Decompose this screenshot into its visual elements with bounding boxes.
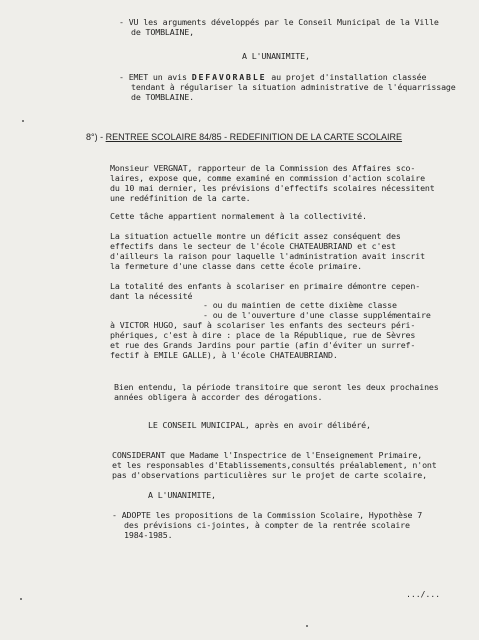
text-fragment: - EMET un avis (119, 72, 192, 82)
text-line: A L'UNANIMITE, (148, 490, 216, 500)
text-line: de TOMBLAINE, (131, 27, 194, 37)
text-line: des prévisions ci-jointes, à compter de la rentrée scolaire (124, 520, 410, 530)
scan-speck (306, 625, 308, 627)
text-line: laires, expose que, comme examiné en commission d'action scolaire (110, 173, 425, 183)
section-number: 8°) - (86, 132, 106, 142)
text-line: et rue des Grands Jardins pour partie (afin d'éviter un surref- (110, 340, 416, 350)
text-line: - ADOPTE les propositions de la Commission Scolaire, Hypothèse 7 (112, 510, 423, 520)
text-line: La situation actuelle montre un déficit assez conséquent des (110, 231, 401, 241)
continuation-mark: .../... (406, 589, 440, 599)
emphasized-word: DEFAVORABLE (191, 72, 267, 82)
text-line: La totalité des enfants à scolariser en primaire démontre cepen- (110, 281, 421, 291)
text-line: dant la nécessité (110, 291, 193, 301)
text-line: la fermeture d'une classe dans cette école primaire. (110, 261, 362, 271)
text-line: tendant à régulariser la situation administrative de l'équarrissage (131, 82, 456, 92)
text-line: LE CONSEIL MUNICIPAL, après en avoir délibéré, (148, 420, 371, 430)
text-line: une redéfinition de la carte. (110, 193, 251, 203)
text-fragment: au projet d'installation classée (266, 72, 427, 82)
text-line: de TOMBLAINE. (131, 92, 194, 102)
text-line: 1984-1985. (124, 530, 173, 540)
scan-speck (20, 598, 22, 600)
text-line (119, 72, 426, 83)
list-item: - ou de l'ouverture d'une classe supplémentaire (203, 310, 431, 320)
text-line: Bien entendu, la période transitoire que seront les deux prochaines (114, 382, 439, 392)
scan-speck (22, 120, 24, 122)
text-line: A L'UNANIMITE, (242, 51, 310, 61)
text-line: Cette tâche appartient normalement à la collectivité. (110, 211, 367, 221)
text-line: pas d'observations particulières sur le projet de carte scolaire, (112, 470, 427, 480)
text-line: à VICTOR HUGO, sauf à scolariser les enfants des secteurs péri- (110, 320, 416, 330)
section-heading (86, 132, 402, 143)
text-line: phériques, c'est à dire : place de la République, rue de Sèvres (110, 330, 416, 340)
text-line: Monsieur VERGNAT, rapporteur de la Commission des Affaires sco- (110, 163, 416, 173)
text-line: et les responsables d'Etablissements,consultés préalablement, n'ont (112, 460, 437, 470)
text-line: CONSIDERANT que Madame l'Inspectrice de l'Enseignement Primaire, (112, 450, 423, 460)
text-line: - VU les arguments développés par le Conseil Municipal de la Ville (119, 17, 439, 27)
text-line: années obligera à accorder des dérogations. (114, 392, 323, 402)
text-line: fectif à EMILE GALLE), à l'école CHATEAUBRIAND. (110, 350, 338, 360)
list-item: - ou du maintien de cette dixième classe (203, 300, 397, 310)
text-line: d'ailleurs la raison pour laquelle l'administration avait inscrit (110, 251, 425, 261)
section-title: RENTREE SCOLAIRE 84/85 - REDEFINITION DE LA CARTE SCOLAIRE (105, 132, 403, 142)
text-line: effectifs dans le secteur de l'école CHATEAUBRIAND et c'est (110, 241, 396, 251)
text-line: du 10 mai dernier, les prévisions d'effectifs scolaires nécessitent (110, 183, 435, 193)
